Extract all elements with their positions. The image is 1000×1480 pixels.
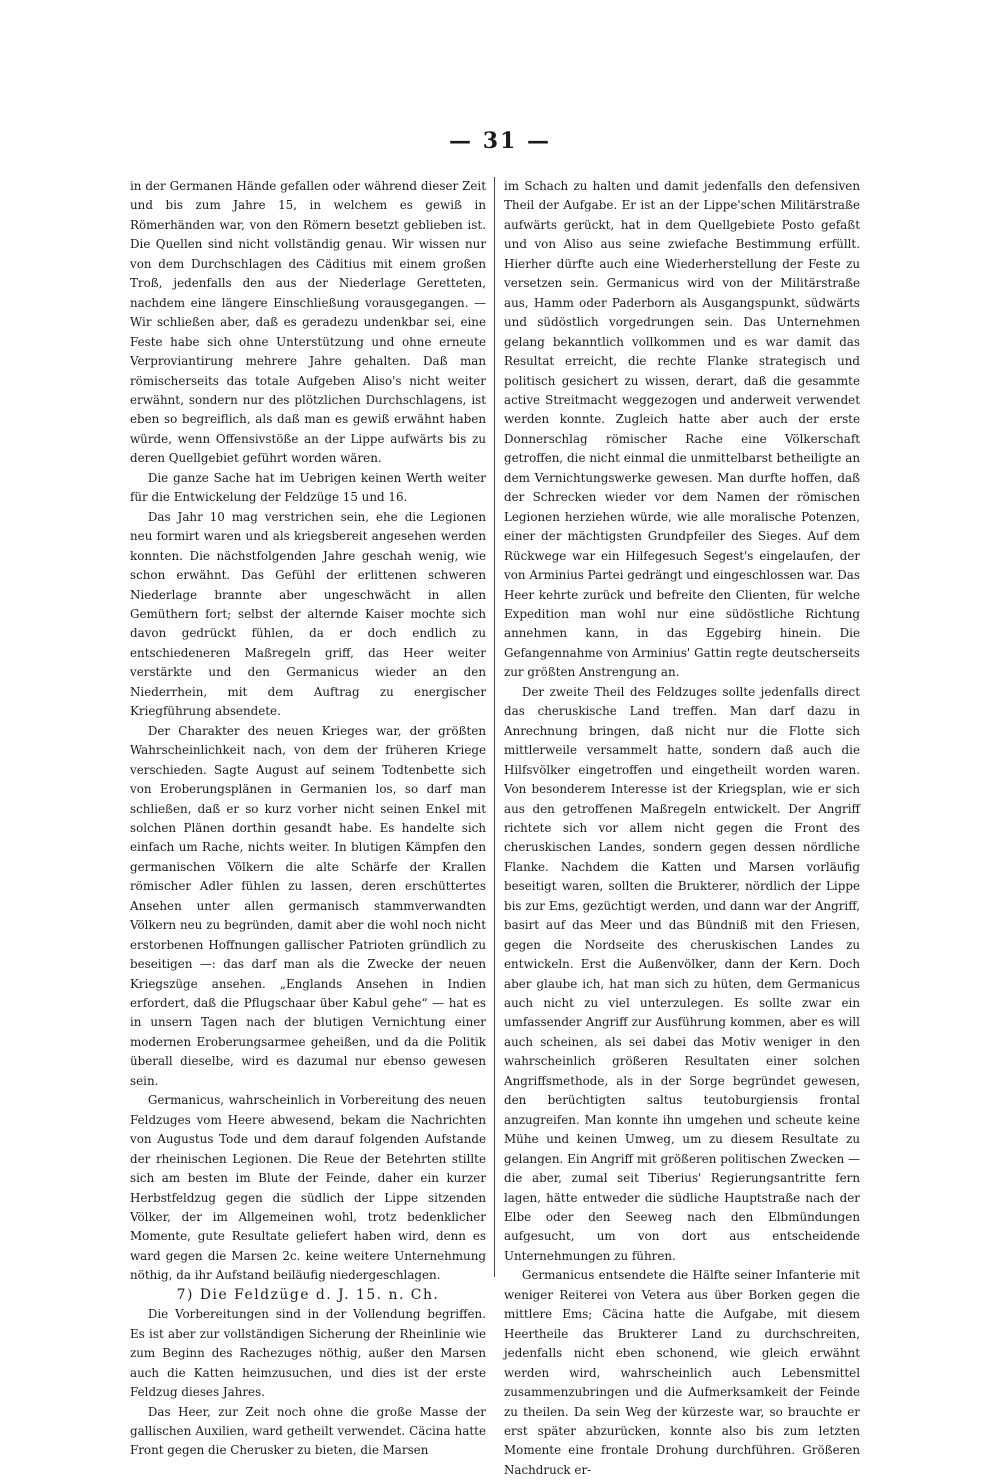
section-heading: 7) Die Feldzüge d. J. 15. n. Ch. — [176, 1286, 440, 1303]
right-column — [504, 177, 860, 1480]
paragraph: Die Vorbereitungen sind in der Vollendung begriffen. Es ist aber zur vollständigen Sicherung der Rheinlinie wie zum Beginn des Rachezuges nöthig, außer den Marsen auch die Katten heimzusuchen, und dies ist der erste Feldzug dieses Jahres. — [130, 1307, 486, 1400]
paragraph: Die ganze Sache hat im Uebrigen keinen Werth weiter für die Entwickelung der Feldzüge 15 und 16. — [130, 470, 486, 505]
paragraph: im Schach zu halten und damit jedenfalls den defensiven Theil der Aufgabe. Er ist an der Lippe'schen Militärstraße aufwärts gerückt, hat in dem Quellgebiete Posto gefaßt und von Aliso aus seine zwiefache Bestimmung erfüllt. Hierher dürfte auch eine Wiederherstellung der Feste zu versetzen sein. Germanicus wird von der Militärstraße aus, Hamm oder Paderborn als Ausgangspunkt, südwärts und südöstlich vorgedrungen sein. Das Unternehmen gelang bekanntlich vollkommen und es war damit das Resultat erreicht, die rechte Flanke strategisch und politisch gesichert zu wissen, derart, daß die gesammte active Streitmacht weggezogen und anderweit verwendet werden konnte. Zugleich hatte aber auch der erste Donnerschlag römischer Rache eine Völkerschaft getroffen, die nicht einmal die unmittelbarst betheiligte an dem Vernichtungswerke gewesen. Man durfte hoffen, daß der Schrecken wieder vor dem Namen der römischen Legionen herziehen würde, wie alle moralische Potenzen, einer der mächtigsten Grundpfeiler des Sieges. Auf dem Rückwege war ein Hilfegesuch Segest's eingelaufen, der von Arminius Partei gedrängt und eingeschlossen war. Das Heer kehrte zurück und befreite den Clienten, für welche Expedition man wohl nur eine südöstliche Richtung annehmen kann, in das Eggebirg hinein. Die Gefangennahme von Arminius' Gattin regte deutscherseits zur größten Anstrengung an. — [504, 179, 861, 680]
paragraph: Germanicus, wahrscheinlich in Vorbereitung des neuen Feldzuges vom Heere abwesend, bekam die Nachrichten von Augustus Tode und dem darauf folgenden Aufstande der rheinischen Legionen. Die Reue der Betehrten stillte sich am besten im Blute der Feinde, daher ein kurzer Herbstfeldzug gegen die südlich der Lippe sitzenden Völker, der im Allgemeinen wohl, trotz bedenklicher Momente, gute Resultate geliefert haben wird, denn es ward gegen die Marsen 2c. keine weitere Unternehmung nöthig, da ihr Aufstand beiläufig niedergeschlagen. — [130, 1093, 486, 1283]
paragraph: Das Heer, zur Zeit noch ohne die große Masse der gallischen Auxilien, ward getheilt verwendet. Cäcina hatte Front gegen die Cherusker zu bieten, die Marsen — [130, 1404, 486, 1458]
paragraph: Der zweite Theil des Feldzuges sollte jedenfalls direct das cheruskische Land treffen. Man darf dazu in Anrechnung bringen, daß nicht nur die Flotte sich mittlerweile versammelt hatte, sondern daß auch die Hilfsvölker eingetroffen und eingetheilt worden waren. Von besonderem Interesse ist der Kriegsplan, wie er sich aus den getroffenen Maßregeln entwickelt. Der Angriff richtete sich vor allem nicht gegen die Front des cheruskischen Landes, sondern gegen dessen nördliche Flanke. Nachdem die Katten und Marsen vorläufig beseitigt waren, sollten die Brukterer, nördlich der Lippe bis zur Ems, gezüchtigt werden, und dann war der Angriff, basirt auf das Meer und das Bündniß mit den Friesen, gegen die Nordseite des cheruskischen Landes zu entwickeln. Erst die Außenvölker, dann der Kern. Doch aber glaube ich, hat man sich zu hüten, dem Germanicus auch nicht zu viel unterzulegen. Es sollte zwar ein umfassender Angriff zur Ausführung kommen, aber es will auch scheinen, als sei dabei das Motiv weniger in den wahrscheinlich größeren Resultaten einer solchen Angriffsmethode, als in der Sorge begründet gewesen, den berüchtigten saltus teutoburgiensis frontal anzugreifen. Man konnte ihn umgehen und scheute keine Mühe und keinen Umweg, um zu diesem Resultate zu gelangen. Ein Angriff mit größeren politischen Zwecken — die aber, zumal seit Tiberius' Regierungsantritte fern lagen, hätte entweder die südliche Hauptstraße nach der Elbe oder den Seeweg nach den Elbmündungen aufgesucht, um von dort aus entscheidende Unternehmungen zu führen. — [504, 684, 860, 1263]
paragraph: Das Jahr 10 mag verstrichen sein, ehe die Legionen neu formirt waren und als kriegsbereit angesehen werden konnten. Die nächstfolgenden Jahre geschah wenig, wie schon erwähnt. Das Gefühl der erlittenen schweren Niederlage brannte aber ungeschwächt in allen Gemüthern fort; selbst der alternde Kaiser mochte sich davon gedrückt fühlen, da er doch endlich zu entschiedeneren Maßregeln griff, das Heer weiter verstärkte und den Germanicus wieder an den Niederrhein, mit dem Auftrag zu energischer Kriegführung absendete. — [130, 509, 486, 719]
paragraph: in der Germanen Hände gefallen oder während dieser Zeit und bis zum Jahre 15, in welchem es gewiß in Römerhänden war, von den Römern besetzt geblieben ist. Die Quellen sind nicht vollständig genau. Wir wissen nur von dem Durchschlagen des Cäditius mit einem großen Troß, jedenfalls den aus der Niederlage Geretteten, nachdem eine längere Einschließung vorausgegangen. — Wir schließen aber, daß es geradezu undenkbar sei, eine Feste habe sich ohne Unterstützung und ohne erneute Verproviantirung mehrere Jahre gehalten. Daß man römischerseits das totale Aufgeben Aliso's nicht weiter erwähnt, sondern nur des plötzlichen Durchschlagens, ist eben so begreiflich, als daß man es gewiß erwähnt haben würde, wenn Offensivstöße an der Lippe aufwärts bis zu deren Quellgebiet geführt worden wären. — [130, 179, 486, 466]
paragraph: Germanicus entsendete die Hälfte seiner Infanterie mit weniger Reiterei von Vetera aus über Borken gegen die mittlere Ems; Cäcina hatte die Aufgabe, mit diesem Heertheile das Brukterer Land zu durchschreiten, jedenfalls nicht eben schonend, wie gleich erwähnt werden wird, wahrscheinlich auch Lebensmittel zusammenzubringen und die Aufmerksamkeit der Feinde zu theilen. Da sein Weg der kürzeste war, so brauchte er erst später abzurücken, konnte also bis zum letzten Momente eine frontale Drohung durchführen. Größeren Nachdruck er- — [504, 1268, 860, 1477]
page-number: — 31 — — [449, 128, 551, 154]
column-divider — [494, 177, 495, 1277]
paragraph: Der Charakter des neuen Krieges war, der größten Wahrscheinlichkeit nach, von dem der früheren Kriege verschieden. Sagte August auf seinem Todtenbette sich von Eroberungsplänen in Germanien los, so darf man schließen, daß er so kurz vorher nicht seinen Enkel mit solchen Plänen dorthin gesandt habe. Es handelte sich einfach um Rache, nichts weiter. In blutigen Kämpfen den germanischen Völkern die alte Schärfe der Krallen römischer Adler fühlen zu lassen, deren erschüttertes Ansehen unter allen germanisch stammverwandten Völkern neu zu begründen, damit aber die wohl noch nicht erstorbenen Hoffnungen gallischer Patrioten gründlich zu beseitigen —: das darf man als die Zwecke der neuen Kriegszüge ansehen. „Englands Ansehen in Indien erfordert, daß die Pflugschaar über Kabul gehe“ — hat es in unsern Tagen nach der blutigen Vernichtung einer modernen Eroberungsarmee geheißen, und da die Politik überall dieselbe, wird es dazumal nur ebenso gewesen sein. — [130, 723, 486, 1088]
left-column — [130, 177, 486, 1461]
